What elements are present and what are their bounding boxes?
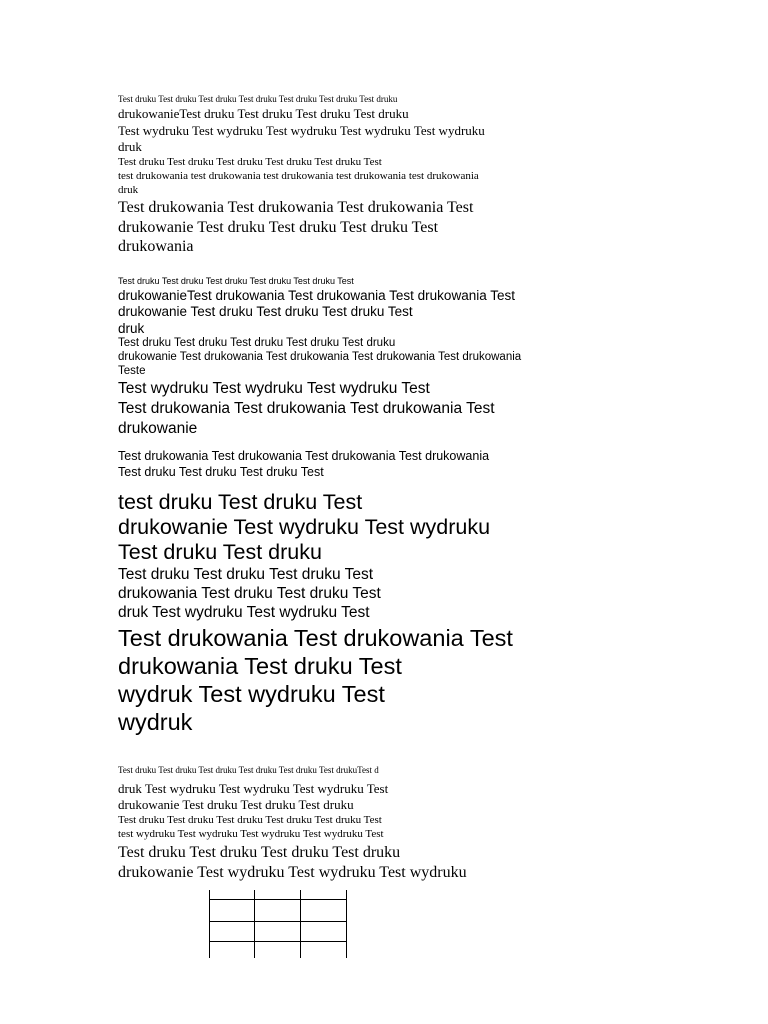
text-line: Test druku Test druku Test druku Test druku Test druku Test druku Test druku <box>118 94 398 104</box>
table-border <box>209 941 347 942</box>
text-line: druk <box>118 321 145 336</box>
text-line: drukowanieTest drukowania Test drukowania Test drukowania Test <box>118 288 515 303</box>
text-line: Test druku Test druku Test druku Test druku Test druku Test <box>118 814 382 826</box>
text-line: Test drukowania Test drukowania Test drukowania Test <box>118 199 474 216</box>
table-grid <box>209 890 347 958</box>
text-line: Test druku Test druku Test druku Test druku Test druku <box>118 337 396 349</box>
text-line: drukowania <box>118 238 194 255</box>
text-line: Test wydruku Test wydruku Test wydruku Test wydruku Test wydruku <box>118 123 485 138</box>
text-line: drukowanie Test wydruku Test wydruku Test wydruku <box>118 864 467 881</box>
text-line: Test druku Test druku Test druku Test <box>118 566 374 583</box>
text-line: test wydruku Test wydruku Test wydruku Test wydruku Test <box>118 828 384 840</box>
text-line: Test druku Test druku Test druku Test <box>118 465 324 479</box>
table-border <box>209 921 347 922</box>
text-line: Test drukowania Test drukowania Test <box>118 625 513 651</box>
table-border <box>209 899 347 900</box>
table-border <box>254 890 255 958</box>
text-line: wydruk <box>118 709 193 735</box>
text-line: druk Test wydruku Test wydruku Test <box>118 604 370 621</box>
text-line: Test druku Test druku Test druku Test druku Test druku Test <box>118 156 382 168</box>
table-border <box>300 890 301 958</box>
text-line: test druku Test druku Test <box>118 490 363 514</box>
text-line: drukowanie Test druku Test druku Test druku Test <box>118 219 439 236</box>
text-line: Teste <box>118 365 146 377</box>
text-line: druk Test wydruku Test wydruku Test wydruku Test <box>118 781 389 796</box>
text-line: Test druku Test druku Test druku Test druku <box>118 844 401 861</box>
text-line: drukowanie Test druku Test druku Test druku Test <box>118 304 413 319</box>
table-border <box>346 890 347 958</box>
text-line: drukowanie Test drukowania Test drukowania Test drukowania Test drukowania <box>118 351 522 363</box>
table-border <box>209 890 210 958</box>
text-line: Test wydruku Test wydruku Test wydruku Test <box>118 380 430 397</box>
text-line: Test drukowania Test drukowania Test drukowania Test <box>118 400 495 417</box>
text-line: drukowania Test druku Test druku Test <box>118 585 381 602</box>
text-line: drukowanie Test wydruku Test wydruku <box>118 515 491 539</box>
text-line: drukowania Test druku Test <box>118 653 402 679</box>
text-line: drukowanieTest druku Test druku Test druku Test druku <box>118 106 409 121</box>
text-line: drukowanie <box>118 420 198 437</box>
text-line: Test drukowania Test drukowania Test drukowania Test drukowania <box>118 449 490 463</box>
text-line: test drukowania test drukowania test drukowania test drukowania test drukowania <box>118 170 479 182</box>
text-line: wydruk Test wydruku Test <box>118 681 385 707</box>
text-line: Test druku Test druku Test druku Test druku Test druku Test <box>118 276 354 286</box>
text-line: druk <box>118 139 142 154</box>
text-line: druk <box>118 184 139 196</box>
text-line: drukowanie Test druku Test druku Test druku <box>118 797 354 812</box>
text-line: Test druku Test druku <box>118 540 322 564</box>
text-line: Test druku Test druku Test druku Test druku Test druku Test drukuTest d <box>118 765 379 775</box>
